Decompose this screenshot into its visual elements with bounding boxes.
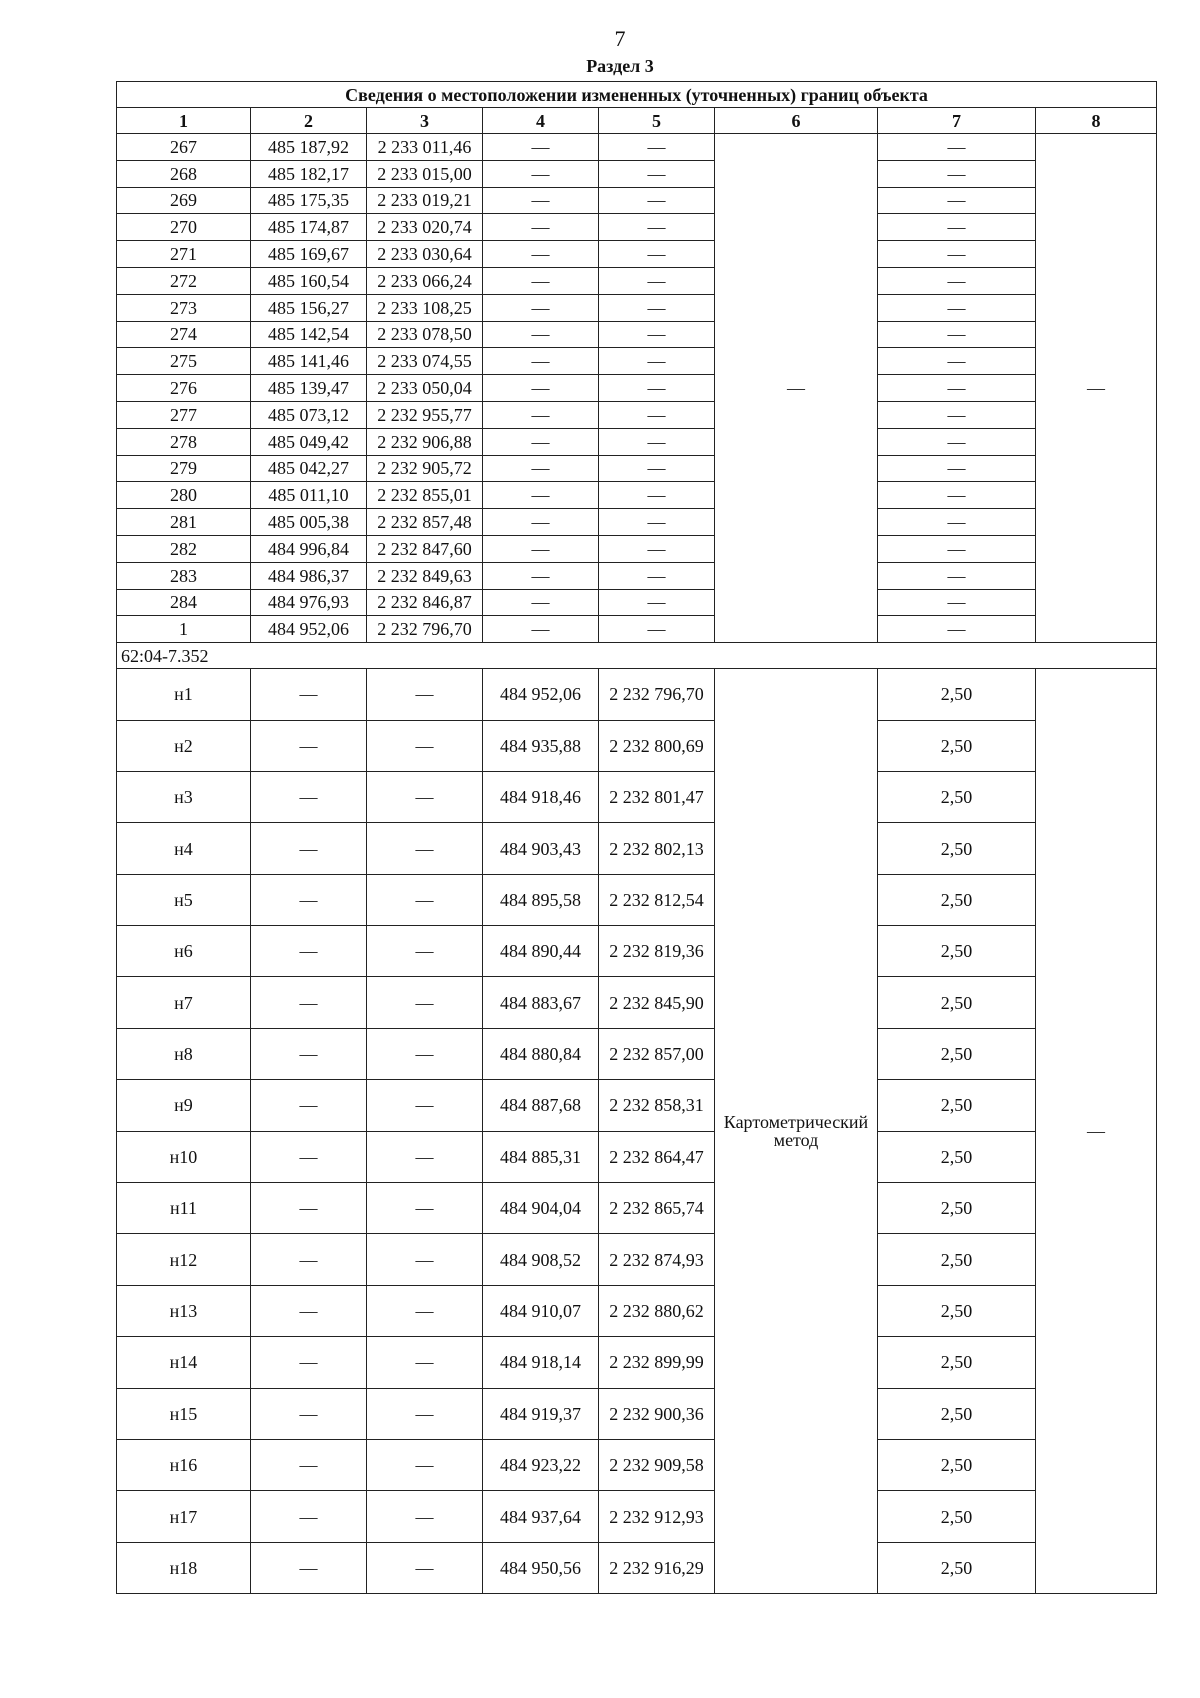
new-y-coordinate: —: [599, 187, 715, 214]
old-y-coordinate: 2 233 078,50: [367, 321, 483, 348]
table-row: [117, 1080, 1157, 1131]
old-y-coordinate: —: [367, 1234, 483, 1285]
accuracy-cell: 2,50: [878, 1131, 1036, 1182]
old-y-coordinate: —: [367, 1285, 483, 1336]
new-x-coordinate: —: [483, 160, 599, 187]
description-cell: —: [1036, 134, 1157, 643]
new-y-coordinate: 2 232 864,47: [599, 1131, 715, 1182]
old-y-coordinate: 2 233 019,21: [367, 187, 483, 214]
point-number: н13: [117, 1285, 251, 1336]
old-x-coordinate: 485 160,54: [251, 267, 367, 294]
accuracy-cell: —: [878, 187, 1036, 214]
new-x-coordinate: 484 895,58: [483, 874, 599, 925]
new-y-coordinate: 2 232 819,36: [599, 926, 715, 977]
table-row: [117, 669, 1157, 720]
method-cell: —: [715, 134, 878, 643]
point-number: 276: [117, 375, 251, 402]
table-row: [117, 562, 1157, 589]
accuracy-cell: —: [878, 348, 1036, 375]
new-x-coordinate: 484 950,56: [483, 1542, 599, 1593]
accuracy-cell: 2,50: [878, 1542, 1036, 1593]
table-row: [117, 160, 1157, 187]
column-number-row: [117, 108, 1157, 134]
new-y-coordinate: —: [599, 562, 715, 589]
new-x-coordinate: —: [483, 214, 599, 241]
old-y-coordinate: —: [367, 669, 483, 720]
new-x-coordinate: 484 919,37: [483, 1388, 599, 1439]
point-number: н2: [117, 720, 251, 771]
old-x-coordinate: —: [251, 874, 367, 925]
accuracy-cell: 2,50: [878, 771, 1036, 822]
accuracy-cell: 2,50: [878, 1491, 1036, 1542]
old-x-coordinate: —: [251, 1491, 367, 1542]
point-number: н15: [117, 1388, 251, 1439]
table-row: [117, 1491, 1157, 1542]
point-number: 278: [117, 428, 251, 455]
table-row: [117, 321, 1157, 348]
new-y-coordinate: 2 232 801,47: [599, 771, 715, 822]
new-x-coordinate: —: [483, 241, 599, 268]
accuracy-cell: 2,50: [878, 1440, 1036, 1491]
old-x-coordinate: —: [251, 1131, 367, 1182]
boundary-coordinates-table: [116, 81, 1157, 1594]
new-y-coordinate: —: [599, 589, 715, 616]
old-x-coordinate: 485 011,10: [251, 482, 367, 509]
old-y-coordinate: 2 233 011,46: [367, 134, 483, 161]
old-x-coordinate: 485 187,92: [251, 134, 367, 161]
table-row: [117, 1388, 1157, 1439]
old-y-coordinate: 2 233 020,74: [367, 214, 483, 241]
point-number: 279: [117, 455, 251, 482]
old-y-coordinate: 2 233 050,04: [367, 375, 483, 402]
point-number: 281: [117, 509, 251, 536]
new-x-coordinate: —: [483, 134, 599, 161]
point-number: 284: [117, 589, 251, 616]
table-row: [117, 823, 1157, 874]
old-x-coordinate: —: [251, 1542, 367, 1593]
new-x-coordinate: —: [483, 294, 599, 321]
accuracy-cell: —: [878, 134, 1036, 161]
point-number: н9: [117, 1080, 251, 1131]
table-row: [117, 589, 1157, 616]
new-x-coordinate: —: [483, 401, 599, 428]
accuracy-cell: —: [878, 589, 1036, 616]
old-x-coordinate: 485 175,35: [251, 187, 367, 214]
point-number: 268: [117, 160, 251, 187]
column-number: 2: [251, 108, 367, 134]
table-row: [117, 720, 1157, 771]
old-x-coordinate: 485 182,17: [251, 160, 367, 187]
new-y-coordinate: 2 232 865,74: [599, 1183, 715, 1234]
column-number: 1: [117, 108, 251, 134]
old-x-coordinate: 485 156,27: [251, 294, 367, 321]
old-y-coordinate: 2 232 905,72: [367, 455, 483, 482]
new-x-coordinate: —: [483, 187, 599, 214]
accuracy-cell: 2,50: [878, 1080, 1036, 1131]
old-y-coordinate: 2 232 849,63: [367, 562, 483, 589]
point-number: 271: [117, 241, 251, 268]
table-row: [117, 455, 1157, 482]
new-y-coordinate: 2 232 858,31: [599, 1080, 715, 1131]
table-row: [117, 1542, 1157, 1593]
new-x-coordinate: 484 918,14: [483, 1337, 599, 1388]
accuracy-cell: —: [878, 616, 1036, 643]
new-y-coordinate: —: [599, 321, 715, 348]
old-x-coordinate: —: [251, 1388, 367, 1439]
point-number: н12: [117, 1234, 251, 1285]
table-row: [117, 1183, 1157, 1234]
new-x-coordinate: —: [483, 321, 599, 348]
new-x-coordinate: —: [483, 428, 599, 455]
column-number: 5: [599, 108, 715, 134]
old-x-coordinate: —: [251, 1080, 367, 1131]
new-x-coordinate: —: [483, 535, 599, 562]
accuracy-cell: —: [878, 214, 1036, 241]
new-x-coordinate: 484 903,43: [483, 823, 599, 874]
accuracy-cell: 2,50: [878, 823, 1036, 874]
old-x-coordinate: —: [251, 669, 367, 720]
new-y-coordinate: 2 232 796,70: [599, 669, 715, 720]
accuracy-cell: 2,50: [878, 720, 1036, 771]
point-number: н6: [117, 926, 251, 977]
accuracy-cell: 2,50: [878, 977, 1036, 1028]
point-number: 269: [117, 187, 251, 214]
new-x-coordinate: 484 952,06: [483, 669, 599, 720]
old-x-coordinate: —: [251, 1234, 367, 1285]
accuracy-cell: 2,50: [878, 1285, 1036, 1336]
old-y-coordinate: —: [367, 1440, 483, 1491]
point-number: н17: [117, 1491, 251, 1542]
point-number: н18: [117, 1542, 251, 1593]
table-row: [117, 134, 1157, 161]
new-x-coordinate: 484 904,04: [483, 1183, 599, 1234]
method-cell: Картометрический метод: [715, 669, 878, 1594]
new-y-coordinate: —: [599, 401, 715, 428]
new-y-coordinate: —: [599, 134, 715, 161]
table-row: [117, 509, 1157, 536]
point-number: н7: [117, 977, 251, 1028]
new-y-coordinate: —: [599, 267, 715, 294]
old-x-coordinate: 484 996,84: [251, 535, 367, 562]
old-x-coordinate: 485 169,67: [251, 241, 367, 268]
old-x-coordinate: —: [251, 1440, 367, 1491]
new-x-coordinate: 484 910,07: [483, 1285, 599, 1336]
table-row: [117, 1131, 1157, 1182]
accuracy-cell: —: [878, 562, 1036, 589]
table-row: [117, 874, 1157, 925]
new-y-coordinate: 2 232 874,93: [599, 1234, 715, 1285]
table-row: [117, 1440, 1157, 1491]
new-x-coordinate: 484 890,44: [483, 926, 599, 977]
table-row: [117, 1337, 1157, 1388]
accuracy-cell: —: [878, 375, 1036, 402]
old-y-coordinate: 2 232 796,70: [367, 616, 483, 643]
old-y-coordinate: 2 233 074,55: [367, 348, 483, 375]
old-x-coordinate: 485 142,54: [251, 321, 367, 348]
accuracy-cell: 2,50: [878, 874, 1036, 925]
point-number: н3: [117, 771, 251, 822]
new-x-coordinate: —: [483, 562, 599, 589]
old-y-coordinate: 2 232 846,87: [367, 589, 483, 616]
table-row: [117, 214, 1157, 241]
old-x-coordinate: —: [251, 720, 367, 771]
new-y-coordinate: 2 232 880,62: [599, 1285, 715, 1336]
old-x-coordinate: —: [251, 1028, 367, 1079]
accuracy-cell: —: [878, 267, 1036, 294]
new-y-coordinate: —: [599, 428, 715, 455]
new-y-coordinate: 2 232 900,36: [599, 1388, 715, 1439]
table-row: [117, 771, 1157, 822]
parcel-subheader-row: [117, 643, 1157, 669]
point-number: н5: [117, 874, 251, 925]
old-y-coordinate: —: [367, 1337, 483, 1388]
column-number: 6: [715, 108, 878, 134]
new-x-coordinate: —: [483, 455, 599, 482]
point-number: н11: [117, 1183, 251, 1234]
new-x-coordinate: —: [483, 482, 599, 509]
accuracy-cell: —: [878, 535, 1036, 562]
old-x-coordinate: 485 005,38: [251, 509, 367, 536]
point-number: н8: [117, 1028, 251, 1079]
old-x-coordinate: 485 141,46: [251, 348, 367, 375]
old-y-coordinate: 2 233 030,64: [367, 241, 483, 268]
point-number: 274: [117, 321, 251, 348]
new-y-coordinate: 2 232 857,00: [599, 1028, 715, 1079]
new-y-coordinate: 2 232 909,58: [599, 1440, 715, 1491]
old-y-coordinate: 2 232 847,60: [367, 535, 483, 562]
column-number: 4: [483, 108, 599, 134]
accuracy-cell: 2,50: [878, 669, 1036, 720]
table-row: [117, 1234, 1157, 1285]
table-row: [117, 294, 1157, 321]
old-y-coordinate: —: [367, 1080, 483, 1131]
new-y-coordinate: 2 232 916,29: [599, 1542, 715, 1593]
old-x-coordinate: —: [251, 1285, 367, 1336]
old-y-coordinate: —: [367, 823, 483, 874]
new-x-coordinate: 484 918,46: [483, 771, 599, 822]
accuracy-cell: 2,50: [878, 1234, 1036, 1285]
table-row: [117, 241, 1157, 268]
new-y-coordinate: 2 232 899,99: [599, 1337, 715, 1388]
old-y-coordinate: —: [367, 1491, 483, 1542]
point-number: н14: [117, 1337, 251, 1388]
old-x-coordinate: —: [251, 926, 367, 977]
table-row: [117, 482, 1157, 509]
table-row: [117, 401, 1157, 428]
table-row: [117, 535, 1157, 562]
old-y-coordinate: —: [367, 977, 483, 1028]
old-x-coordinate: —: [251, 1183, 367, 1234]
old-y-coordinate: —: [367, 926, 483, 977]
new-x-coordinate: —: [483, 267, 599, 294]
old-x-coordinate: —: [251, 823, 367, 874]
parcel-cadastral-number: 62:04-7.352: [117, 643, 1157, 669]
accuracy-cell: —: [878, 294, 1036, 321]
new-x-coordinate: 484 908,52: [483, 1234, 599, 1285]
point-number: 275: [117, 348, 251, 375]
new-x-coordinate: —: [483, 589, 599, 616]
table-row: [117, 616, 1157, 643]
point-number: н4: [117, 823, 251, 874]
old-x-coordinate: 485 049,42: [251, 428, 367, 455]
new-y-coordinate: 2 232 802,13: [599, 823, 715, 874]
old-y-coordinate: 2 233 066,24: [367, 267, 483, 294]
old-x-coordinate: 485 139,47: [251, 375, 367, 402]
old-y-coordinate: —: [367, 1028, 483, 1079]
old-x-coordinate: 485 042,27: [251, 455, 367, 482]
table-row: [117, 1285, 1157, 1336]
section-title: Раздел 3: [586, 56, 654, 76]
old-y-coordinate: —: [367, 771, 483, 822]
table-row: [117, 1028, 1157, 1079]
table-row: [117, 187, 1157, 214]
new-x-coordinate: —: [483, 348, 599, 375]
new-y-coordinate: —: [599, 214, 715, 241]
new-x-coordinate: —: [483, 616, 599, 643]
accuracy-cell: —: [878, 482, 1036, 509]
point-number: 280: [117, 482, 251, 509]
accuracy-cell: 2,50: [878, 926, 1036, 977]
point-number: 1: [117, 616, 251, 643]
accuracy-cell: 2,50: [878, 1028, 1036, 1079]
new-y-coordinate: —: [599, 616, 715, 643]
new-x-coordinate: 484 880,84: [483, 1028, 599, 1079]
point-number: н1: [117, 669, 251, 720]
table-row: [117, 428, 1157, 455]
point-number: 267: [117, 134, 251, 161]
new-x-coordinate: 484 883,67: [483, 977, 599, 1028]
accuracy-cell: —: [878, 428, 1036, 455]
old-y-coordinate: —: [367, 1388, 483, 1439]
new-x-coordinate: 484 935,88: [483, 720, 599, 771]
new-x-coordinate: 484 885,31: [483, 1131, 599, 1182]
accuracy-cell: 2,50: [878, 1337, 1036, 1388]
accuracy-cell: —: [878, 455, 1036, 482]
point-number: 282: [117, 535, 251, 562]
table-caption: Сведения о местоположении измененных (уточненных) границ объекта: [117, 82, 1157, 108]
new-x-coordinate: —: [483, 375, 599, 402]
old-x-coordinate: 485 073,12: [251, 401, 367, 428]
new-y-coordinate: —: [599, 455, 715, 482]
old-x-coordinate: —: [251, 771, 367, 822]
accuracy-cell: 2,50: [878, 1183, 1036, 1234]
accuracy-cell: —: [878, 241, 1036, 268]
new-y-coordinate: —: [599, 375, 715, 402]
accuracy-cell: —: [878, 160, 1036, 187]
table-row: [117, 267, 1157, 294]
old-y-coordinate: —: [367, 874, 483, 925]
table-row: [117, 926, 1157, 977]
point-number: н16: [117, 1440, 251, 1491]
point-number: н10: [117, 1131, 251, 1182]
column-number: 3: [367, 108, 483, 134]
old-y-coordinate: —: [367, 720, 483, 771]
old-x-coordinate: 485 174,87: [251, 214, 367, 241]
description-cell: —: [1036, 669, 1157, 1594]
new-y-coordinate: —: [599, 509, 715, 536]
new-y-coordinate: —: [599, 160, 715, 187]
column-number: 7: [878, 108, 1036, 134]
new-y-coordinate: —: [599, 535, 715, 562]
old-y-coordinate: 2 233 015,00: [367, 160, 483, 187]
new-y-coordinate: —: [599, 348, 715, 375]
old-y-coordinate: —: [367, 1183, 483, 1234]
old-y-coordinate: 2 232 855,01: [367, 482, 483, 509]
table-row: [117, 977, 1157, 1028]
new-x-coordinate: 484 937,64: [483, 1491, 599, 1542]
table-row: [117, 348, 1157, 375]
accuracy-cell: —: [878, 509, 1036, 536]
table-row: [117, 375, 1157, 402]
new-y-coordinate: 2 232 812,54: [599, 874, 715, 925]
new-y-coordinate: 2 232 912,93: [599, 1491, 715, 1542]
old-x-coordinate: —: [251, 1337, 367, 1388]
page-number: 7: [614, 26, 626, 51]
new-y-coordinate: 2 232 845,90: [599, 977, 715, 1028]
new-x-coordinate: —: [483, 509, 599, 536]
old-x-coordinate: —: [251, 977, 367, 1028]
old-y-coordinate: 2 232 857,48: [367, 509, 483, 536]
old-y-coordinate: —: [367, 1542, 483, 1593]
new-y-coordinate: —: [599, 294, 715, 321]
old-x-coordinate: 484 976,93: [251, 589, 367, 616]
accuracy-cell: —: [878, 401, 1036, 428]
point-number: 277: [117, 401, 251, 428]
old-y-coordinate: 2 233 108,25: [367, 294, 483, 321]
point-number: 270: [117, 214, 251, 241]
old-y-coordinate: 2 232 906,88: [367, 428, 483, 455]
old-x-coordinate: 484 952,06: [251, 616, 367, 643]
new-y-coordinate: —: [599, 241, 715, 268]
column-number: 8: [1036, 108, 1157, 134]
new-x-coordinate: 484 923,22: [483, 1440, 599, 1491]
new-x-coordinate: 484 887,68: [483, 1080, 599, 1131]
new-y-coordinate: —: [599, 482, 715, 509]
point-number: 283: [117, 562, 251, 589]
new-y-coordinate: 2 232 800,69: [599, 720, 715, 771]
old-y-coordinate: —: [367, 1131, 483, 1182]
point-number: 273: [117, 294, 251, 321]
point-number: 272: [117, 267, 251, 294]
accuracy-cell: 2,50: [878, 1388, 1036, 1439]
old-y-coordinate: 2 232 955,77: [367, 401, 483, 428]
accuracy-cell: —: [878, 321, 1036, 348]
old-x-coordinate: 484 986,37: [251, 562, 367, 589]
